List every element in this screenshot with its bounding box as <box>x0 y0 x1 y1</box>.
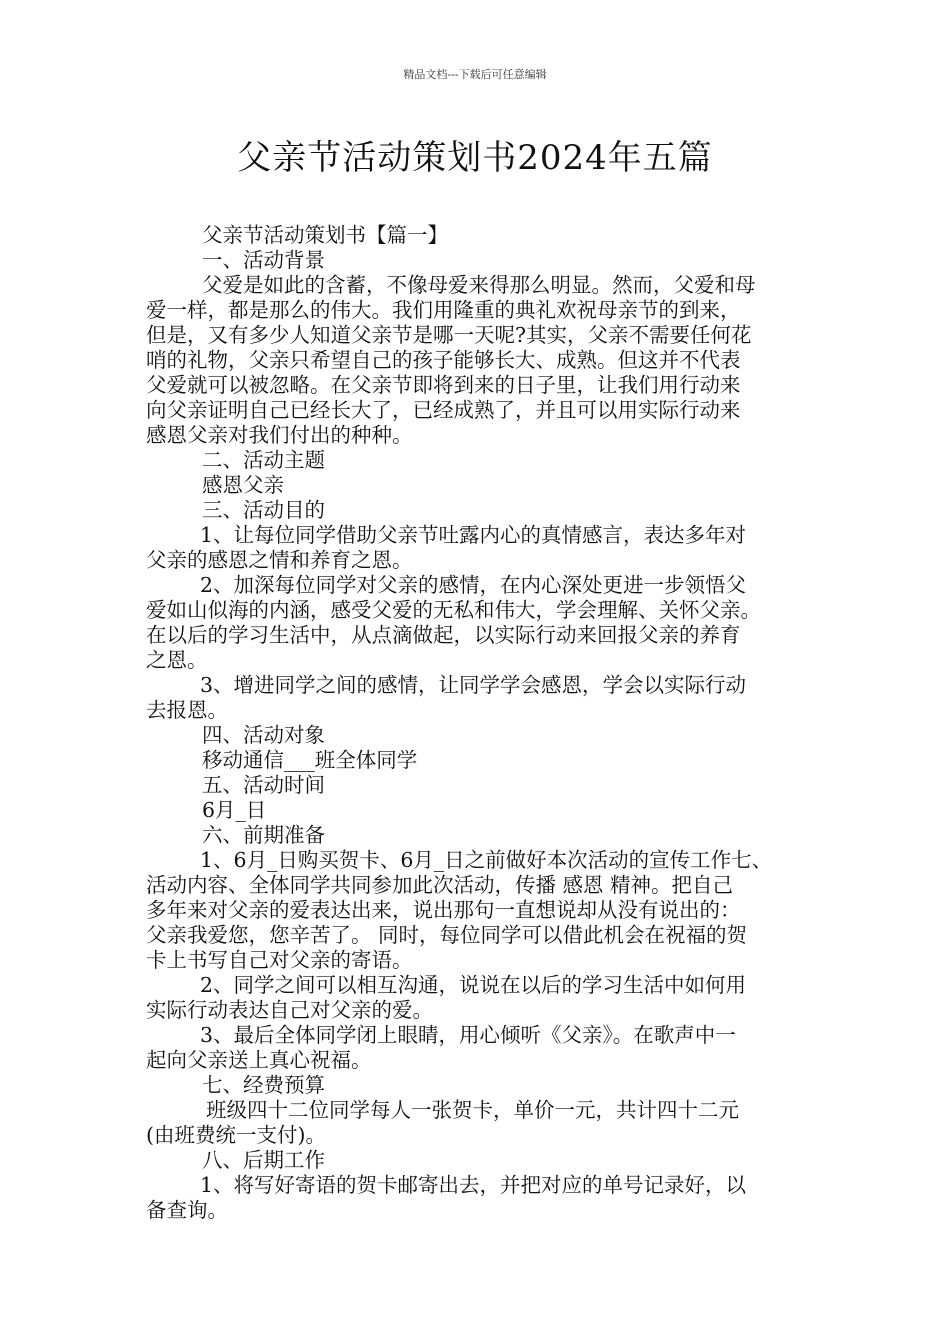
paragraph-line: 但是，又有多少人知道父亲节是哪一天呢?其实，父亲不需要任何花 <box>146 323 752 347</box>
paragraph-line: 父爱就可以被忽略。在父亲节即将到来的日子里，让我们用行动来 <box>146 373 741 397</box>
paragraph-line: 去报恩。 <box>146 698 228 722</box>
paragraph-line: 爱一样，都是那么的伟大。我们用隆重的典礼欢祝母亲节的到来， <box>146 298 741 322</box>
paragraph-line: 3、最后全体同学闭上眼睛，用心倾听《父亲》。在歌声中一 <box>200 1023 736 1047</box>
paragraph-line: 1、6月_日购买贺卡、6月_日之前做好本次活动的宣传工作七、 <box>200 848 773 872</box>
paragraph-line: 6月_日 <box>202 798 267 822</box>
paragraph-line: 移动通信___班全体同学 <box>202 748 418 772</box>
paragraph-line: 1、让每位同学借助父亲节吐露内心的真情感言，表达多年对 <box>200 523 747 547</box>
paragraph-line: 爱如山似海的内涵，感受父爱的无私和伟大，学会理解、关怀父亲。 <box>146 598 761 622</box>
paragraph-line: 备查询。 <box>146 1198 228 1222</box>
paragraph-line: 感恩父亲对我们付出的种种。 <box>146 423 413 447</box>
section-heading: 五、活动时间 <box>202 773 325 797</box>
paragraph-line: 哨的礼物，父亲只希望自己的孩子能够长大、成熟。但这并不代表 <box>146 348 741 372</box>
paragraph-line: 在以后的学习生活中，从点滴做起，以实际行动来回报父亲的养育 <box>146 623 741 647</box>
paragraph-line: (由班费统一支付)。 <box>146 1123 326 1147</box>
paragraph-line: 3、增进同学之间的感情，让同学学会感恩，学会以实际行动 <box>200 673 747 697</box>
paragraph-line: 活动内容、全体同学共同参加此次活动，传播 感恩 精神。把自己 <box>146 873 734 897</box>
section-heading: 八、后期工作 <box>202 1148 325 1172</box>
document-title: 父亲节活动策划书2024年五篇 <box>237 138 713 178</box>
paragraph-line: 卡上书写自己对父亲的寄语。 <box>146 948 413 972</box>
paragraph-line: 多年来对父亲的爱表达出来，说出那句一直想说却从没有说出的： <box>146 898 741 922</box>
paragraph-line: 父亲我爱您，您辛苦了。 同时，每位同学可以借此机会在祝福的贺 <box>146 923 748 947</box>
paragraph-line: 实际行动表达自己对父亲的爱。 <box>146 998 433 1022</box>
document-body <box>146 223 812 1223</box>
section-heading: 二、活动主题 <box>202 448 325 472</box>
paragraph-line: 向父亲证明自己已经长大了，已经成熟了，并且可以用实际行动来 <box>146 398 741 422</box>
paragraph-line: 父亲的感恩之情和养育之恩。 <box>146 548 413 572</box>
section-heading: 六、前期准备 <box>202 823 325 847</box>
section-heading: 父亲节活动策划书【篇一】 <box>202 223 448 247</box>
section-heading: 三、活动目的 <box>202 498 325 522</box>
header-note: 精品文档---下载后可任意编辑 <box>403 68 547 81</box>
section-heading: 七、经费预算 <box>202 1073 325 1097</box>
paragraph-line: 2、加深每位同学对父亲的感情，在内心深处更进一步领悟父 <box>200 573 747 597</box>
paragraph-line: 1、将写好寄语的贺卡邮寄出去，并把对应的单号记录好，以 <box>200 1173 747 1197</box>
section-heading: 四、活动对象 <box>202 723 325 747</box>
paragraph-line: 起向父亲送上真心祝福。 <box>146 1048 372 1072</box>
paragraph-line: 班级四十二位同学每人一张贺卡，单价一元，共计四十二元 <box>206 1098 739 1122</box>
paragraph-line: 之恩。 <box>146 648 208 672</box>
paragraph-line: 感恩父亲 <box>202 473 284 497</box>
section-heading: 一、活动背景 <box>202 248 325 272</box>
paragraph-line: 2、同学之间可以相互沟通，说说在以后的学习生活中如何用 <box>200 973 747 997</box>
paragraph-line: 父爱是如此的含蓄，不像母爱来得那么明显。然而，父爱和母 <box>202 273 756 297</box>
